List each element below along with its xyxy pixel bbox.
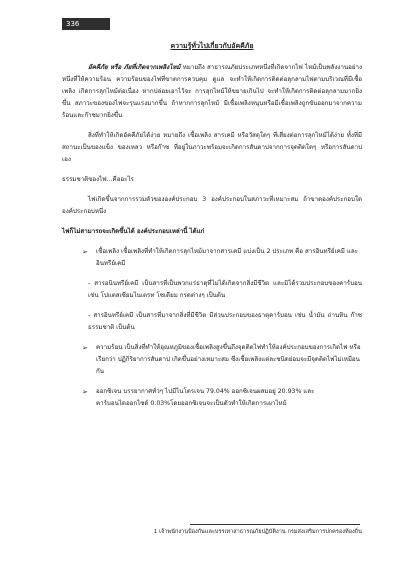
footer-divider	[190, 524, 360, 525]
bullet-text: ออกซิเจน บรรยากาศทั่วๆ ไปมีไนโตรเจน 79.04% ออกซิเจนผสมอยู่ 20.93% และคาร์บอนไดออกไซด์ 0.03%โดยออกซิเจนจะเป็นตัวทำให้เกิดการเผาไหม้	[96, 388, 315, 407]
bullet-heat	[82, 342, 362, 378]
paragraph-2-tail: ธรรมชาติของไฟ...คืออะไร	[62, 176, 134, 183]
page-title: ความรู้ทั่วไปเกี่ยวกับอัคคีภัย	[170, 42, 254, 50]
page-number: 336	[62, 18, 110, 30]
arrow-bullet-icon: ➢	[82, 344, 88, 352]
paragraph-2: สิ่งที่ทำให้เกิดอัคคีภัยได้ง่าย หมายถึง เชื้อเพลิง สารเคมี หรือวัสดุใดๆ ที่เสี่ยงต่อการลุกไหม้ได้ง่าย ทั้งที่มีสถานะเป็นของแข็ง ของเหลว หรือก๊าซ ที่อยู่ในภาวะพร้อมจะเกิดการสันดาปจากการจุดติดใดๆ หรือการสันดาป เอง	[62, 132, 362, 163]
bullet-text: ความร้อน เป็นสิ่งที่ทำให้อุณหภูมิของเชื้อเพลิงสูงขึ้นถึงจุดติดไฟทำให้องค์ประกอบของการเกิดไฟ หรือเรียกว่า ปฏิกิริยาการสันดาป เกิดขึ้นอย่างเหมาะสม ซึ่งเชื้อเพลิงแต่ละชนิดย่อมจะมีจุดติดไฟไม่เหมือนกัน	[96, 344, 361, 375]
intro-text: หมายถึง สาธารณภัยประเภทหนึ่งที่เกิดจากไฟ ไหม้เป็นพลังงานอย่างหนึ่งที่ให้ความร้อน ความร้อนของไฟที่ขาดการควบคุม ดูแล จะทำให้เกิดการติดต่อลุกลามไฟตามบริเวณที่มีเชื้อเพลิง เกิดการลุกไหม้ต่อเนื่อง หากปล่อยเอาไว้จะ การลุกไหม้ให้ขยายเกินไป จะทำให้เกิดการติดต่อลุกลามมากยิ่งขึ้น สภาวะของของไฟจะรุนแรงมากขึ้น ถ้าหากการลุกไหม้ มีเชื้อเพลิงหนุนหรือมีเชื้อเพลิงถูกขับออกมาจากความร้อนและก๊าซมากยิ่งขึ้น	[62, 64, 362, 119]
footnote: 1 เจ้าพนักงานป้องกันและบรรเทาสาธารณภัยปฏิบัติงาน กรมส่งเสริมการปกครองท้องถิ่น	[153, 529, 362, 535]
arrow-bullet-icon: ➢	[82, 388, 88, 396]
bullet-oxygen	[82, 386, 362, 410]
components-heading: ไฟก็ไม่สามารถจะเกิดขึ้นได้ องค์ประกอบเหล่านี้ ได้แก่	[62, 228, 205, 235]
intro-term: อัคคีภัย หรือ ภัยที่เกิดจากเพลิงไหม้	[88, 64, 181, 71]
bullet-text: เชื้อเพลิง เชื้อเพลิงที่ทำให้เกิดการลุกไหม้มาจากสารเคมี แบ่งเป็น 2 ประเภท คือ สารอินทรีย์เคมี และอินทรีย์เคมี	[96, 248, 358, 267]
paragraph-3: ไฟเกิดขึ้นจากการรวมตัวขององค์ประกอบ 3 องค์ประกอบในสภาวะที่เหมาะสม ถ้าขาดองค์ประกอบใดองค์ประกอบหนึ่ง	[62, 196, 362, 215]
note-organic: - สารอินทรีย์เคมี เป็นสารที่มาจากสิ่งที่มีชีวิต มีส่วนประกอบของธาตุคาร์บอน เช่น น้ำมัน ถ่านหิน ก๊าซธรรมชาติ เป็นต้น	[88, 312, 362, 331]
bullet-fuel	[82, 246, 362, 270]
arrow-bullet-icon: ➢	[82, 248, 88, 256]
note-inorganic: - สารอนินทรีย์เคมี เป็นสารที่เป็นพวกแร่ธาตุที่ไม่ได้เกิดจากสิ่งมีชีวิต และมิได้รวมประกอบของคาร์บอน เช่น โปแตสเซียมไนเตรท โซเดียม กรดต่างๆ เป็นต้น	[88, 280, 362, 299]
intro-paragraph	[62, 62, 362, 122]
document-body	[62, 40, 362, 418]
